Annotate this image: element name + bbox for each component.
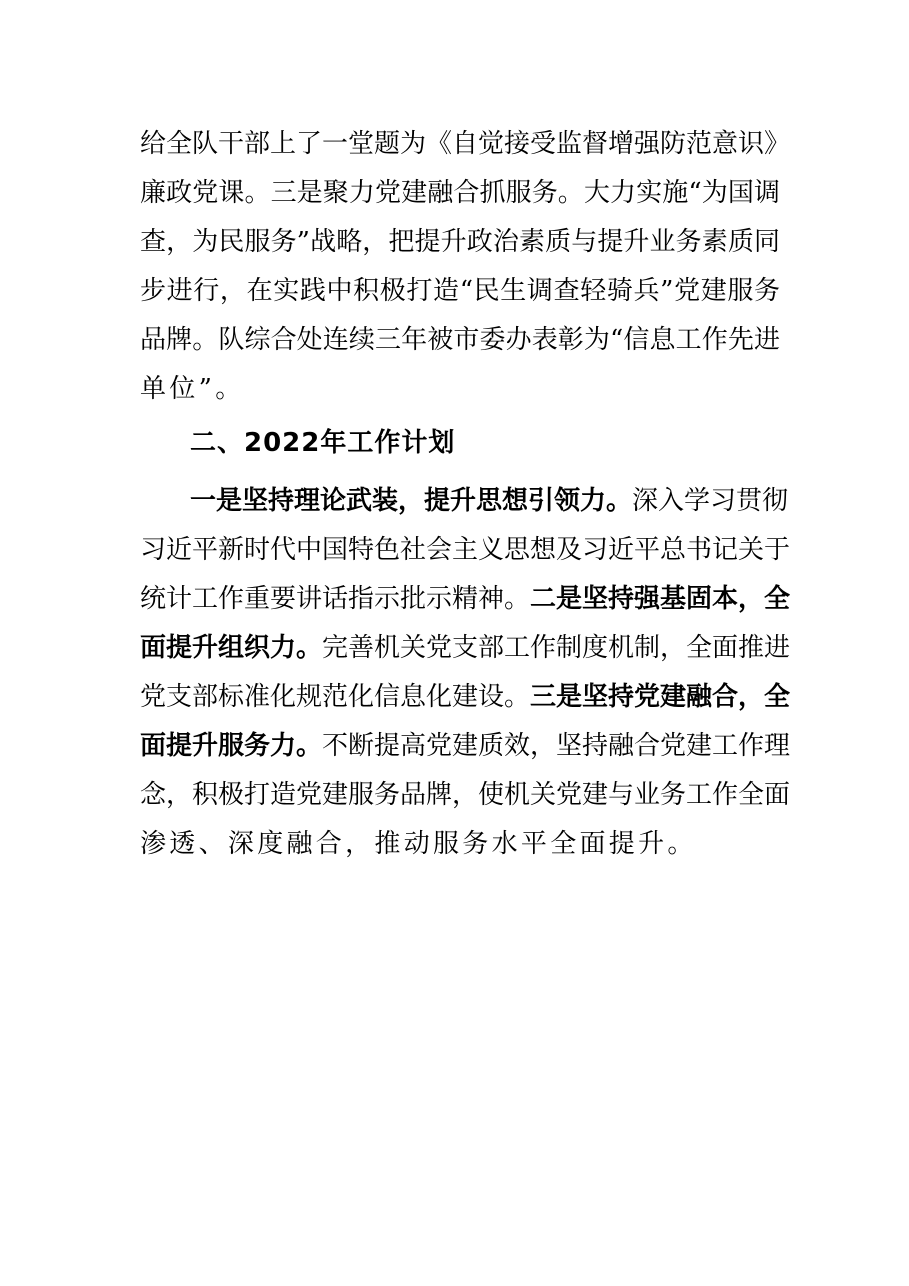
- plan-item-1-text: 深入学习贯彻: [632, 486, 789, 516]
- plan-item-2-text-end: 党支部标准化规范化信息化建设。: [140, 682, 531, 712]
- paragraph-2-line-5: [140, 681, 791, 713]
- plan-item-1-title: 一是坚持理论武装，提升思想引领力。: [190, 486, 633, 516]
- paragraph-2-line-6: [140, 730, 791, 762]
- plan-item-2-title: 二是坚持强基固本，全: [530, 584, 791, 614]
- plan-item-3-text: 不断提高党建质效，坚持融合党建工作理: [322, 731, 791, 761]
- plan-item-3-title: 三是坚持党建融合，全: [530, 682, 791, 712]
- paragraph-2-line-7: 念，积极打造党建服务品牌，使机关党建与业务工作全面: [140, 780, 791, 810]
- paragraph-2-line-8: 渗透、深度融合，推动服务水平全面提升。: [140, 829, 697, 859]
- paragraph-1-line-2: 廉政党课。三是聚力党建融合抓服务。大力实施“为国调: [140, 178, 780, 208]
- paragraph-1-line-6: 单位”。: [140, 374, 245, 404]
- paragraph-1-line-1: 给全队干部上了一堂题为《自觉接受监督增强防范意识》: [140, 129, 791, 159]
- plan-item-3-title-end: 面提升服务力。: [140, 731, 323, 761]
- paragraph-2-line-4: [140, 632, 791, 664]
- plan-item-2-text: 完善机关党支部工作制度机制，全面推进: [322, 633, 791, 663]
- paragraph-1-line-3: 查，为民服务”战略，把提升政治素质与提升业务素质同: [140, 227, 780, 257]
- plan-item-1-text-end: 统计工作重要讲话指示批示精神。: [140, 584, 531, 614]
- paragraph-1-line-5: 品牌。队综合处连续三年被市委办表彰为“信息工作先进: [140, 325, 780, 355]
- paragraph-2-line-3: [140, 583, 791, 615]
- plan-item-2-title-end: 面提升组织力。: [140, 633, 323, 663]
- paragraph-1-line-4: 步进行，在实践中积极打造“民生调查轻骑兵”党建服务: [140, 276, 780, 306]
- paragraph-2-line-1: [190, 485, 789, 517]
- paragraph-2-line-2: 习近平新时代中国特色社会主义思想及习近平总书记关于: [140, 535, 791, 565]
- section-heading: 二、2022年工作计划: [190, 428, 456, 458]
